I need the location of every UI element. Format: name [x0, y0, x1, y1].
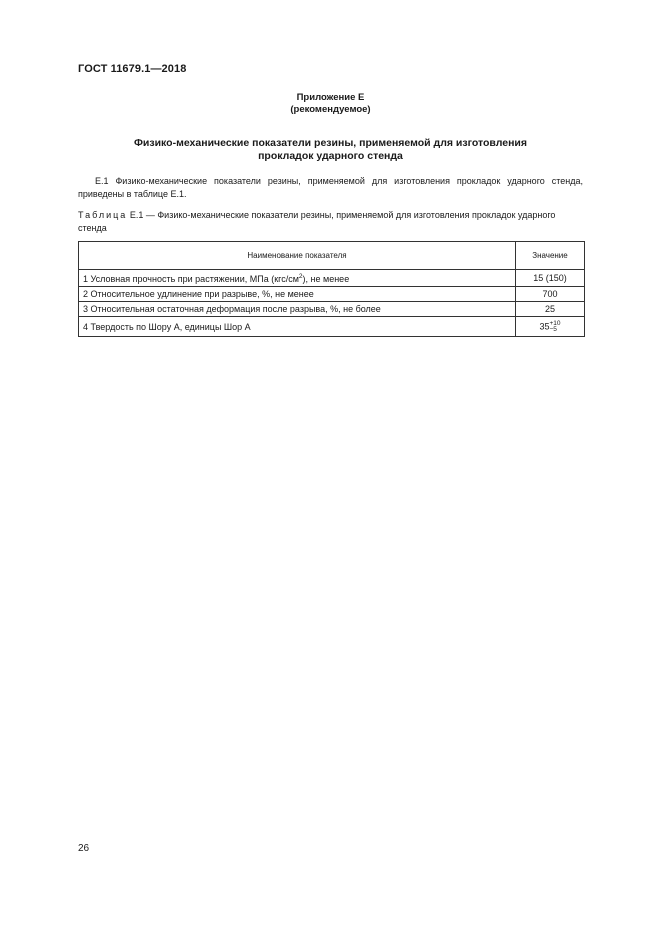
- document-code: ГОСТ 11679.1—2018: [78, 63, 187, 75]
- table-row: [79, 287, 585, 302]
- row-name-prefix: 1 Условная прочность при растяжении, МПа (кгс/см: [83, 274, 299, 284]
- section-title-line-1: Физико-механические показатели резины, применяемой для изготовления: [133, 137, 528, 149]
- appendix-status: (рекомендуемое): [290, 104, 371, 115]
- row-name: 2 Относительное удлинение при разрыве, %, не менее: [79, 287, 516, 302]
- row-name-superscript: 2: [298, 273, 303, 280]
- column-header-name: Наименование показателя: [79, 242, 516, 270]
- appendix-heading: [78, 92, 583, 116]
- properties-table: [78, 241, 585, 337]
- section-title-line-2: прокладок ударного стенда: [258, 150, 403, 162]
- appendix-title: Приложение Е: [296, 92, 365, 103]
- column-header-value: Значение: [516, 242, 585, 270]
- row-value: 15 (150): [516, 270, 585, 287]
- tolerance-upper: +10: [549, 319, 561, 327]
- table-row: [79, 317, 585, 337]
- table-row: [79, 302, 585, 317]
- table-header-row: [79, 242, 585, 270]
- row-name: [79, 270, 516, 287]
- table-row: [79, 270, 585, 287]
- row-value: 25: [516, 302, 585, 317]
- body-paragraph: Е.1 Физико-механические показатели резины, применяемой для изготовления прокладок ударного стенда, приведены в таблице Е.1.: [78, 176, 583, 199]
- table-caption-text: Е.1 — Физико-механические показатели резины, применяемой для изготовления прокладок ударного стенда: [78, 210, 556, 233]
- row-name: 3 Относительная остаточная деформация после разрыва, %, не более: [79, 302, 516, 317]
- section-title: [78, 137, 583, 163]
- row-name-suffix: ), не менее: [302, 274, 350, 284]
- row-value: 700: [516, 287, 585, 302]
- table-caption: [78, 209, 583, 234]
- table-caption-label: Таблица: [78, 210, 128, 220]
- row-value: [516, 317, 585, 337]
- row-name: 4 Твердость по Шору А, единицы Шор А: [79, 317, 516, 337]
- tolerance-lower: −5: [549, 325, 557, 333]
- value-tolerance: [549, 321, 560, 333]
- page-number: 26: [78, 843, 90, 854]
- value-base: 35: [539, 321, 550, 332]
